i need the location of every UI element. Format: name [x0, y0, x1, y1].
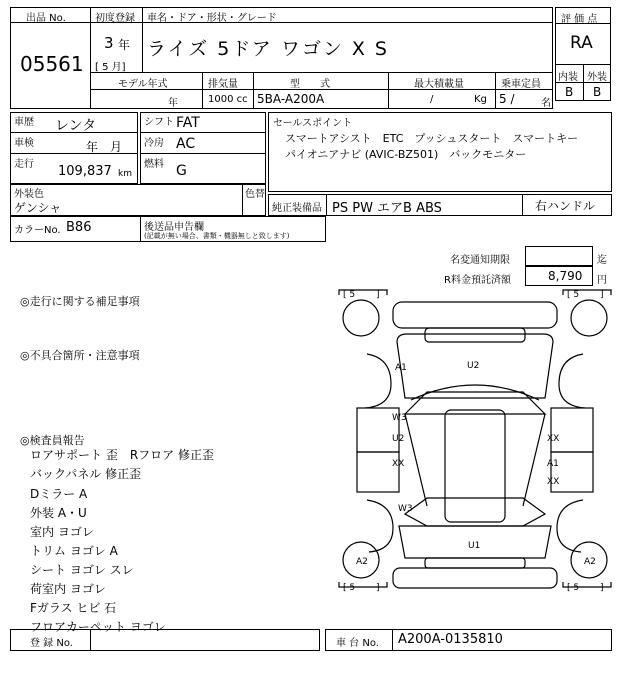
reg-month: [ 5 月] — [95, 62, 126, 73]
damage-mark: U2 — [392, 434, 405, 444]
report-line: 室内 ヨゴレ — [30, 525, 94, 539]
capacity-unit: 名 — [541, 98, 551, 109]
right-pillar-line — [523, 414, 545, 506]
color-no-label: カラーNo. — [14, 225, 61, 236]
model-year-unit: 年 — [168, 98, 178, 109]
report-line: フロアカーペット ヨゴレ — [30, 620, 166, 634]
rear-emblem — [425, 558, 525, 568]
sales-point-line-1: スマートアシスト ETC プッシュスタート スマートキー — [285, 132, 579, 145]
grid-line — [388, 73, 389, 109]
color-value: ゲンシャ — [14, 201, 62, 215]
rear-bumper — [393, 568, 557, 588]
ac-value: AC — [176, 136, 196, 152]
interior-score: B — [565, 85, 574, 99]
damage-mark: A1 — [395, 363, 407, 373]
model-year-label: モデル年式 — [118, 79, 168, 90]
fuel-value: G — [176, 163, 187, 179]
handle-value: 右ハンドル — [535, 199, 596, 213]
front-left-arch — [365, 354, 391, 408]
corner-circle-tl — [343, 300, 379, 336]
rear-left-arch — [367, 500, 393, 552]
damage-mark: XX — [392, 459, 405, 469]
type-value: 5BA-A200A — [257, 92, 325, 106]
model-name: ライズ 5ドア ワゴン X S — [147, 38, 389, 60]
grid-line — [495, 73, 496, 109]
grid-line — [522, 194, 523, 216]
color-label: 外装色 — [14, 189, 44, 200]
reg-year: 3 — [104, 34, 114, 52]
name-change-unit: 迄 — [597, 255, 607, 266]
grid-line — [242, 184, 243, 216]
equipment-value: PS PW エアB ABS — [332, 201, 442, 216]
chassis-value: A200A-0135810 — [398, 632, 503, 647]
history-label: 車歴 — [14, 117, 34, 128]
capacity-value: 5 / — [499, 92, 515, 106]
fuel-label: 燃料 — [144, 159, 164, 170]
roof — [445, 410, 505, 522]
name-change-box — [525, 246, 593, 266]
lot-number: 05561 — [20, 52, 84, 76]
inspector-report-label: ◎検査員報告 — [20, 434, 85, 447]
damage-mark: A1 — [547, 459, 559, 469]
corner-tag-text: [ 5 ] — [343, 290, 380, 300]
left-rear-door — [357, 452, 399, 492]
grid-line — [140, 216, 141, 242]
name-change-label: 名変通知期限 — [450, 255, 510, 266]
defects-label: ◎不具合箇所・注意事項 — [20, 349, 140, 362]
displacement-value: 1000 cc — [208, 94, 248, 105]
damage-mark: XX — [547, 434, 560, 444]
report-line: 荷室内 ヨゴレ — [30, 582, 106, 596]
corner-tag-text: [ 5 ] — [567, 583, 604, 593]
grid-line — [90, 72, 553, 73]
grid-line — [326, 194, 327, 216]
grid-line — [142, 7, 143, 73]
report-line: ロアサポート 歪 Rフロア 修正歪 — [30, 448, 214, 462]
damage-mark: A2 — [584, 557, 596, 567]
windshield — [405, 392, 545, 414]
inspection-value: 年 月 — [86, 140, 123, 154]
reg-label: 初度登録 — [95, 13, 135, 24]
recycle-unit: 円 — [597, 275, 607, 286]
post-delivery-note: (記載が無い場合、書類・機器無しと致します) — [144, 232, 290, 240]
post-delivery-label: 後送品申告欄 — [144, 222, 204, 233]
chassis-label: 車 台 No. — [336, 638, 379, 649]
rear-right-arch — [557, 500, 583, 552]
report-line: シート ヨゴレ スレ — [30, 563, 134, 577]
ac-label: 冷房 — [144, 138, 164, 149]
disp-label: 排気量 — [208, 79, 238, 90]
grid-line — [583, 65, 584, 101]
score-value: RA — [570, 33, 593, 53]
recolor-label: 色替 — [245, 189, 265, 200]
report-line: バックパネル 修正歪 — [30, 467, 142, 481]
registration-label: 登 録 No. — [30, 638, 73, 649]
front-right-arch — [559, 354, 585, 408]
exterior-label: 外装 — [587, 72, 607, 83]
color-no-value: B86 — [66, 220, 92, 235]
history-value: レンタ — [55, 118, 97, 134]
mileage-unit: km — [118, 169, 132, 179]
damage-mark: A2 — [356, 557, 368, 567]
left-pillar-line — [405, 414, 427, 506]
capacity-label: 乗車定員 — [501, 79, 541, 90]
score-label: 評 価 点 — [561, 14, 598, 25]
shift-label: シフト — [144, 117, 174, 128]
interior-label: 内装 — [558, 72, 578, 83]
damage-mark: W3 — [398, 504, 413, 514]
front-emblem — [425, 328, 525, 342]
right-front-door — [551, 408, 593, 452]
driving-notes-label: ◎走行に関する補足事項 — [20, 295, 140, 308]
corner-circle-tr — [571, 300, 607, 336]
recycle-value: 8,790 — [548, 269, 583, 283]
report-line: 外装 A・U — [30, 506, 87, 520]
grid-line — [202, 73, 203, 109]
corner-tag-text: [ 5 ] — [343, 583, 380, 593]
type-label: 型 式 — [290, 79, 330, 90]
report-line: トリム ヨゴレ A — [30, 544, 118, 558]
load-value: / — [430, 94, 434, 105]
damage-mark: U1 — [468, 541, 481, 551]
grid-line — [90, 629, 91, 651]
shift-value: FAT — [176, 115, 200, 131]
load-unit: Kg — [474, 94, 487, 105]
front-bumper — [393, 302, 557, 328]
mileage-label: 走行 — [14, 159, 34, 170]
grid-line — [253, 73, 254, 109]
damage-mark: W3 — [392, 413, 407, 423]
year-unit: 年 — [118, 38, 131, 52]
sales-point-line-2: パイオニアナビ (AVIC-BZ501) バックモニター — [285, 148, 527, 161]
report-line: Dミラー A — [30, 487, 88, 501]
inspection-label: 車検 — [14, 138, 34, 149]
report-line: Fガラス ヒビ 石 — [30, 601, 117, 615]
corner-tag-text: [ 5 ] — [567, 290, 604, 300]
damage-mark: U2 — [467, 361, 480, 371]
mileage-value: 109,837 — [58, 164, 112, 179]
lot-label: 出品 No. — [26, 13, 66, 24]
exterior-score: B — [593, 85, 602, 99]
recycle-label: R料金預託済額 — [444, 275, 511, 286]
model-label: 車名・ドア・形状・グレード — [147, 13, 277, 24]
sales-point-label: セールスポイント — [273, 118, 353, 129]
car-damage-diagram — [335, 288, 615, 620]
grid-line — [392, 629, 393, 651]
load-label: 最大積載量 — [414, 79, 464, 90]
damage-mark: XX — [547, 477, 560, 487]
equipment-label: 純正装備品 — [272, 203, 322, 214]
